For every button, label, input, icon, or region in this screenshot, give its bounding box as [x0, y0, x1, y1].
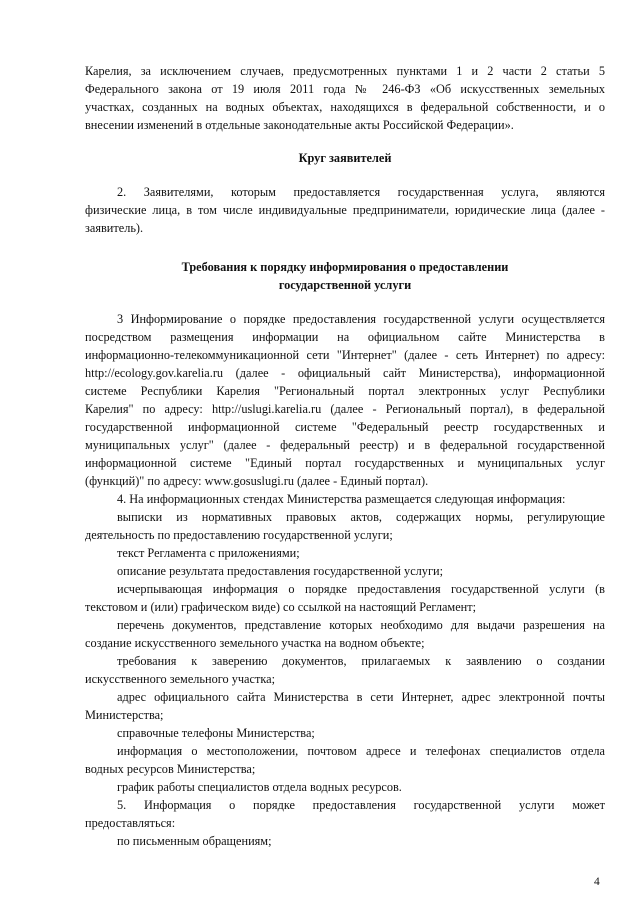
- text-line: создание искусственного земельного участка на водном объекте;: [85, 636, 425, 650]
- text-line: 5. Информация о порядке предоставления государственной услуги может: [117, 798, 605, 812]
- list-item: исчерпывающая информация о порядке предоставления государственной услуги (в: [117, 582, 605, 596]
- text-line: выписки из нормативных правовых актов, содержащих нормы, регулирующие: [117, 510, 605, 524]
- list-item: график работы специалистов отдела водных ресурсов.: [117, 780, 402, 794]
- list-item: информация о местоположении, почтовом адресе и телефонах специалистов отдела: [117, 744, 605, 758]
- text-line: внесении изменений в отдельные законодательные акты Российской Федерации».: [85, 118, 514, 132]
- text-line: текстовом и (или) графическом виде) со ссылкой на настоящий Регламент;: [85, 600, 477, 614]
- text-line: участках, созданных на водных объектах, находящихся в федеральной собственности, и о: [85, 100, 605, 114]
- text-line: 4. На информационных стендах Министерства размещается следующая информация:: [117, 492, 566, 506]
- text-line: системе Республики Карелия "Региональный портал электронных услуг Республики: [85, 384, 605, 398]
- text-line: государственной информационной системе "Федеральный реестр государственных и: [85, 420, 605, 434]
- section-heading-applicants: Круг заявителей: [298, 151, 392, 165]
- text-line: искусственного земельного участка;: [85, 672, 276, 686]
- list-item: адрес официального сайта Министерства в сети Интернет, адрес электронной почты: [117, 690, 605, 704]
- text-line: Федерального закона от 19 июля 2011 года № 246-ФЗ «Об искусственных земельных: [85, 82, 605, 96]
- text-line: посредством размещения информации на официальном сайте Министерства в: [85, 330, 605, 344]
- list-item: текст Регламента с приложениями;: [117, 546, 300, 560]
- text-line: 2. Заявителями, которым предоставляется государственная услуга, являются: [117, 185, 605, 199]
- list-item: требования к заверению документов, прилагаемых к заявлению о создании: [117, 654, 605, 668]
- text-line: водных ресурсов Министерства;: [85, 762, 256, 776]
- text-line: информационной системе "Единый портал государственных и муниципальных услуг: [85, 456, 605, 470]
- text-line: Министерства;: [85, 708, 164, 722]
- list-item: описание результата предоставления государственной услуги;: [117, 564, 443, 578]
- text-line: 3 Информирование о порядке предоставления государственной услуги осуществляется: [117, 312, 605, 326]
- text-line: (функций)" по адресу: www.gosuslugi.ru (далее - Единый портал).: [85, 474, 429, 488]
- section-heading-informing: Требования к порядку информирования о предоставлении: [181, 260, 509, 274]
- page-number: 4: [594, 876, 600, 888]
- list-item: перечень документов, представление которых необходимо для выдачи разрешения на: [117, 618, 605, 632]
- text-line: информационно-телекоммуникационной сети "Интернет" (далее - сеть Интернет) по адресу:: [85, 348, 605, 362]
- list-item: справочные телефоны Министерства;: [117, 726, 315, 740]
- text-line: деятельность по предоставлению государственной услуги;: [85, 528, 393, 542]
- text-line: Карелия" по адресу: http://uslugi.karelia.ru (далее - Региональный портал), в федеральной: [85, 402, 605, 416]
- text-line: заявитель).: [85, 221, 144, 235]
- text-line: физические лица, в том числе индивидуальные предприниматели, юридические лица (далее -: [85, 203, 605, 217]
- text-line: http://ecology.gov.karelia.ru (далее - официальный сайт Министерства), информационной: [85, 366, 605, 380]
- text-line: муниципальных услуг" (далее - федеральный реестр) и в федеральной государственной: [85, 438, 605, 452]
- text-line: предоставляться:: [85, 816, 176, 830]
- text-line: Карелия, за исключением случаев, предусмотренных пунктами 1 и 2 части 2 статьи 5: [85, 64, 605, 78]
- section-heading-informing-cont: государственной услуги: [278, 278, 412, 292]
- list-item: по письменным обращениям;: [117, 834, 272, 848]
